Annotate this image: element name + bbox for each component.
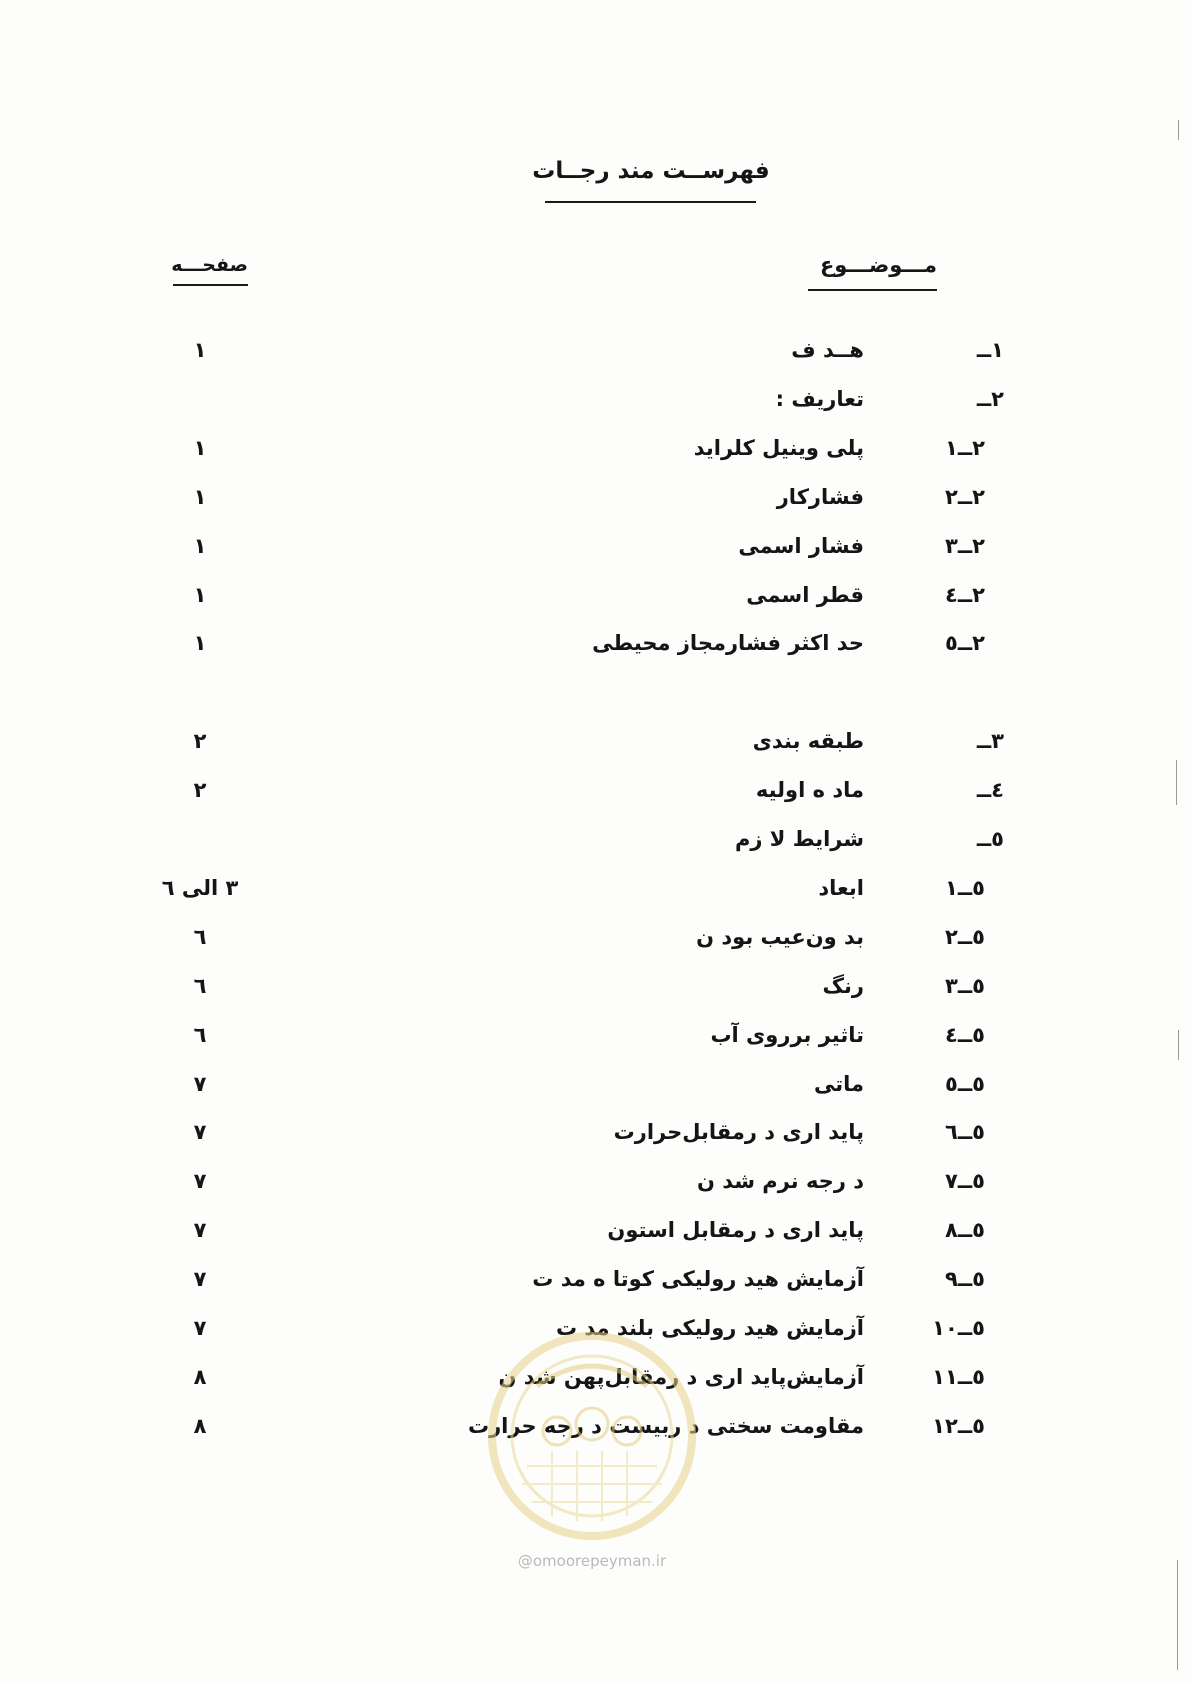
page-column-header: صفحـــه <box>171 254 248 276</box>
entry-title: تعاریف : <box>775 386 864 411</box>
toc-row <box>0 972 1191 1000</box>
entry-title: پاید اری د رمقابل‌حرارت <box>613 1120 864 1145</box>
entry-number: ٥ــ٢ <box>944 924 985 949</box>
title-underline <box>545 201 756 203</box>
entry-number: ٥ــ٧ <box>944 1169 985 1194</box>
toc-row <box>0 336 1191 364</box>
entry-title: شرایط لا زم <box>734 827 864 851</box>
entry-page-number: ٧ <box>193 1218 207 1243</box>
entry-page-number: ٢ <box>193 778 207 803</box>
toc-row <box>0 923 1191 951</box>
page-header-underline <box>173 284 248 286</box>
entry-number: ٥ــ٨ <box>944 1218 985 1243</box>
entry-page-number: ٣ الی ٦ <box>161 875 239 900</box>
entry-number: ٥ــ٩ <box>944 1267 985 1292</box>
toc-row <box>0 1070 1191 1098</box>
entry-page-number: ٧ <box>193 1071 207 1096</box>
toc-row <box>0 1265 1191 1293</box>
entry-title: طبقه بندی <box>752 729 864 754</box>
entry-number: ٢ــ٢ <box>944 484 985 509</box>
watermark-seal-logo <box>482 1326 702 1546</box>
entry-number: ٥ــ١٢ <box>932 1413 985 1438</box>
entry-title: آزمایش‌پاید اری د رمقابل‌پهن شد ن <box>498 1364 864 1389</box>
entry-page-number: ٧ <box>193 1169 207 1194</box>
entry-number: ٥ــ١٠ <box>932 1316 985 1340</box>
entry-page-number: ٨ <box>193 1364 207 1389</box>
entry-title: مقاومت سختی د ربیست د رجه حرارت <box>467 1413 864 1438</box>
toc-row <box>0 434 1191 462</box>
entry-page-number: ٦ <box>193 924 207 949</box>
entry-number: ٣ــ <box>976 729 1004 754</box>
scan-edge-mark <box>1177 1560 1178 1670</box>
entry-page-number: ٧ <box>193 1120 207 1145</box>
entry-page-number: ١ <box>193 533 207 558</box>
entry-page-number: ١ <box>193 338 207 362</box>
entry-title: آزمایش هید رولیکی کوتا ه مد ت <box>532 1267 864 1292</box>
entry-number: ٢ــ١ <box>944 435 985 460</box>
toc-row <box>0 825 1191 853</box>
entry-page-number: ٢ <box>193 729 207 754</box>
toc-row <box>0 1118 1191 1146</box>
entry-title: پاید اری د رمقابل استون <box>607 1218 864 1243</box>
entry-page-number: ٦ <box>193 973 207 998</box>
toc-row <box>0 532 1191 560</box>
page-title: فهرســت مند رجــات <box>532 158 770 184</box>
entry-title: فشار اسمی <box>738 533 864 558</box>
entry-number: ١ــ <box>976 338 1004 362</box>
entry-number: ٥ــ <box>976 827 1004 851</box>
entry-page-number: ٧ <box>193 1267 207 1292</box>
entry-number: ٥ــ١ <box>944 875 985 900</box>
toc-row <box>0 1167 1191 1195</box>
entry-title: هــد ف <box>791 338 864 362</box>
entry-title: بد ون‌عیب بود ن <box>696 924 864 949</box>
toc-row <box>0 1021 1191 1049</box>
toc-row <box>0 776 1191 804</box>
entry-number: ٥ــ٦ <box>944 1120 985 1145</box>
entry-page-number: ٧ <box>193 1316 207 1340</box>
entry-page-number: ١ <box>193 631 207 656</box>
toc-row <box>0 581 1191 609</box>
scan-edge-mark <box>1178 120 1179 140</box>
entry-title: تاثیر برروی آب <box>710 1022 864 1047</box>
toc-row <box>0 874 1191 902</box>
entry-number: ٢ــ٥ <box>944 631 985 656</box>
entry-number: ٢ــ <box>976 386 1004 411</box>
entry-number: ٥ــ٤ <box>944 1022 985 1047</box>
toc-row <box>0 629 1191 657</box>
entry-title: پلی وینیل کلراید <box>693 435 864 460</box>
toc-row <box>0 483 1191 511</box>
subject-column-header: مـــوضـــوع <box>819 253 937 277</box>
toc-row <box>0 385 1191 413</box>
entry-title: حد اکثر فشارمجاز محیطی <box>592 631 864 656</box>
entry-page-number: ٨ <box>193 1413 207 1438</box>
subject-header-underline <box>808 289 937 291</box>
entry-number: ٤ــ <box>976 778 1004 803</box>
entry-page-number: ١ <box>193 435 207 460</box>
entry-title: آزمایش هید رولیکی بلند مد ت <box>555 1316 864 1340</box>
toc-row <box>0 727 1191 755</box>
entry-page-number: ١ <box>193 484 207 509</box>
entry-number: ٥ــ٣ <box>944 973 985 998</box>
entry-number: ٥ــ٥ <box>944 1071 985 1096</box>
entry-title: ماتی <box>813 1071 864 1096</box>
entry-number: ٥ــ١١ <box>932 1364 985 1389</box>
entry-title: ماد ه اولیه <box>755 778 864 803</box>
entry-title: قطر اسمی <box>746 582 864 607</box>
scan-edge-mark <box>1178 1030 1179 1060</box>
toc-row <box>0 1216 1191 1244</box>
entry-title: ابعاد <box>818 875 864 900</box>
entry-title: فشارکار <box>776 484 864 509</box>
entry-page-number: ٦ <box>193 1022 207 1047</box>
entry-number: ٢ــ٣ <box>944 533 985 558</box>
entry-title: د رجه نرم شد ن <box>696 1169 864 1194</box>
watermark-text: @omoorepeyman.ir <box>517 1552 667 1570</box>
scan-edge-mark <box>1176 760 1177 805</box>
entry-title: رنگ <box>822 973 864 998</box>
entry-page-number: ١ <box>193 582 207 607</box>
entry-number: ٢ــ٤ <box>944 582 985 607</box>
